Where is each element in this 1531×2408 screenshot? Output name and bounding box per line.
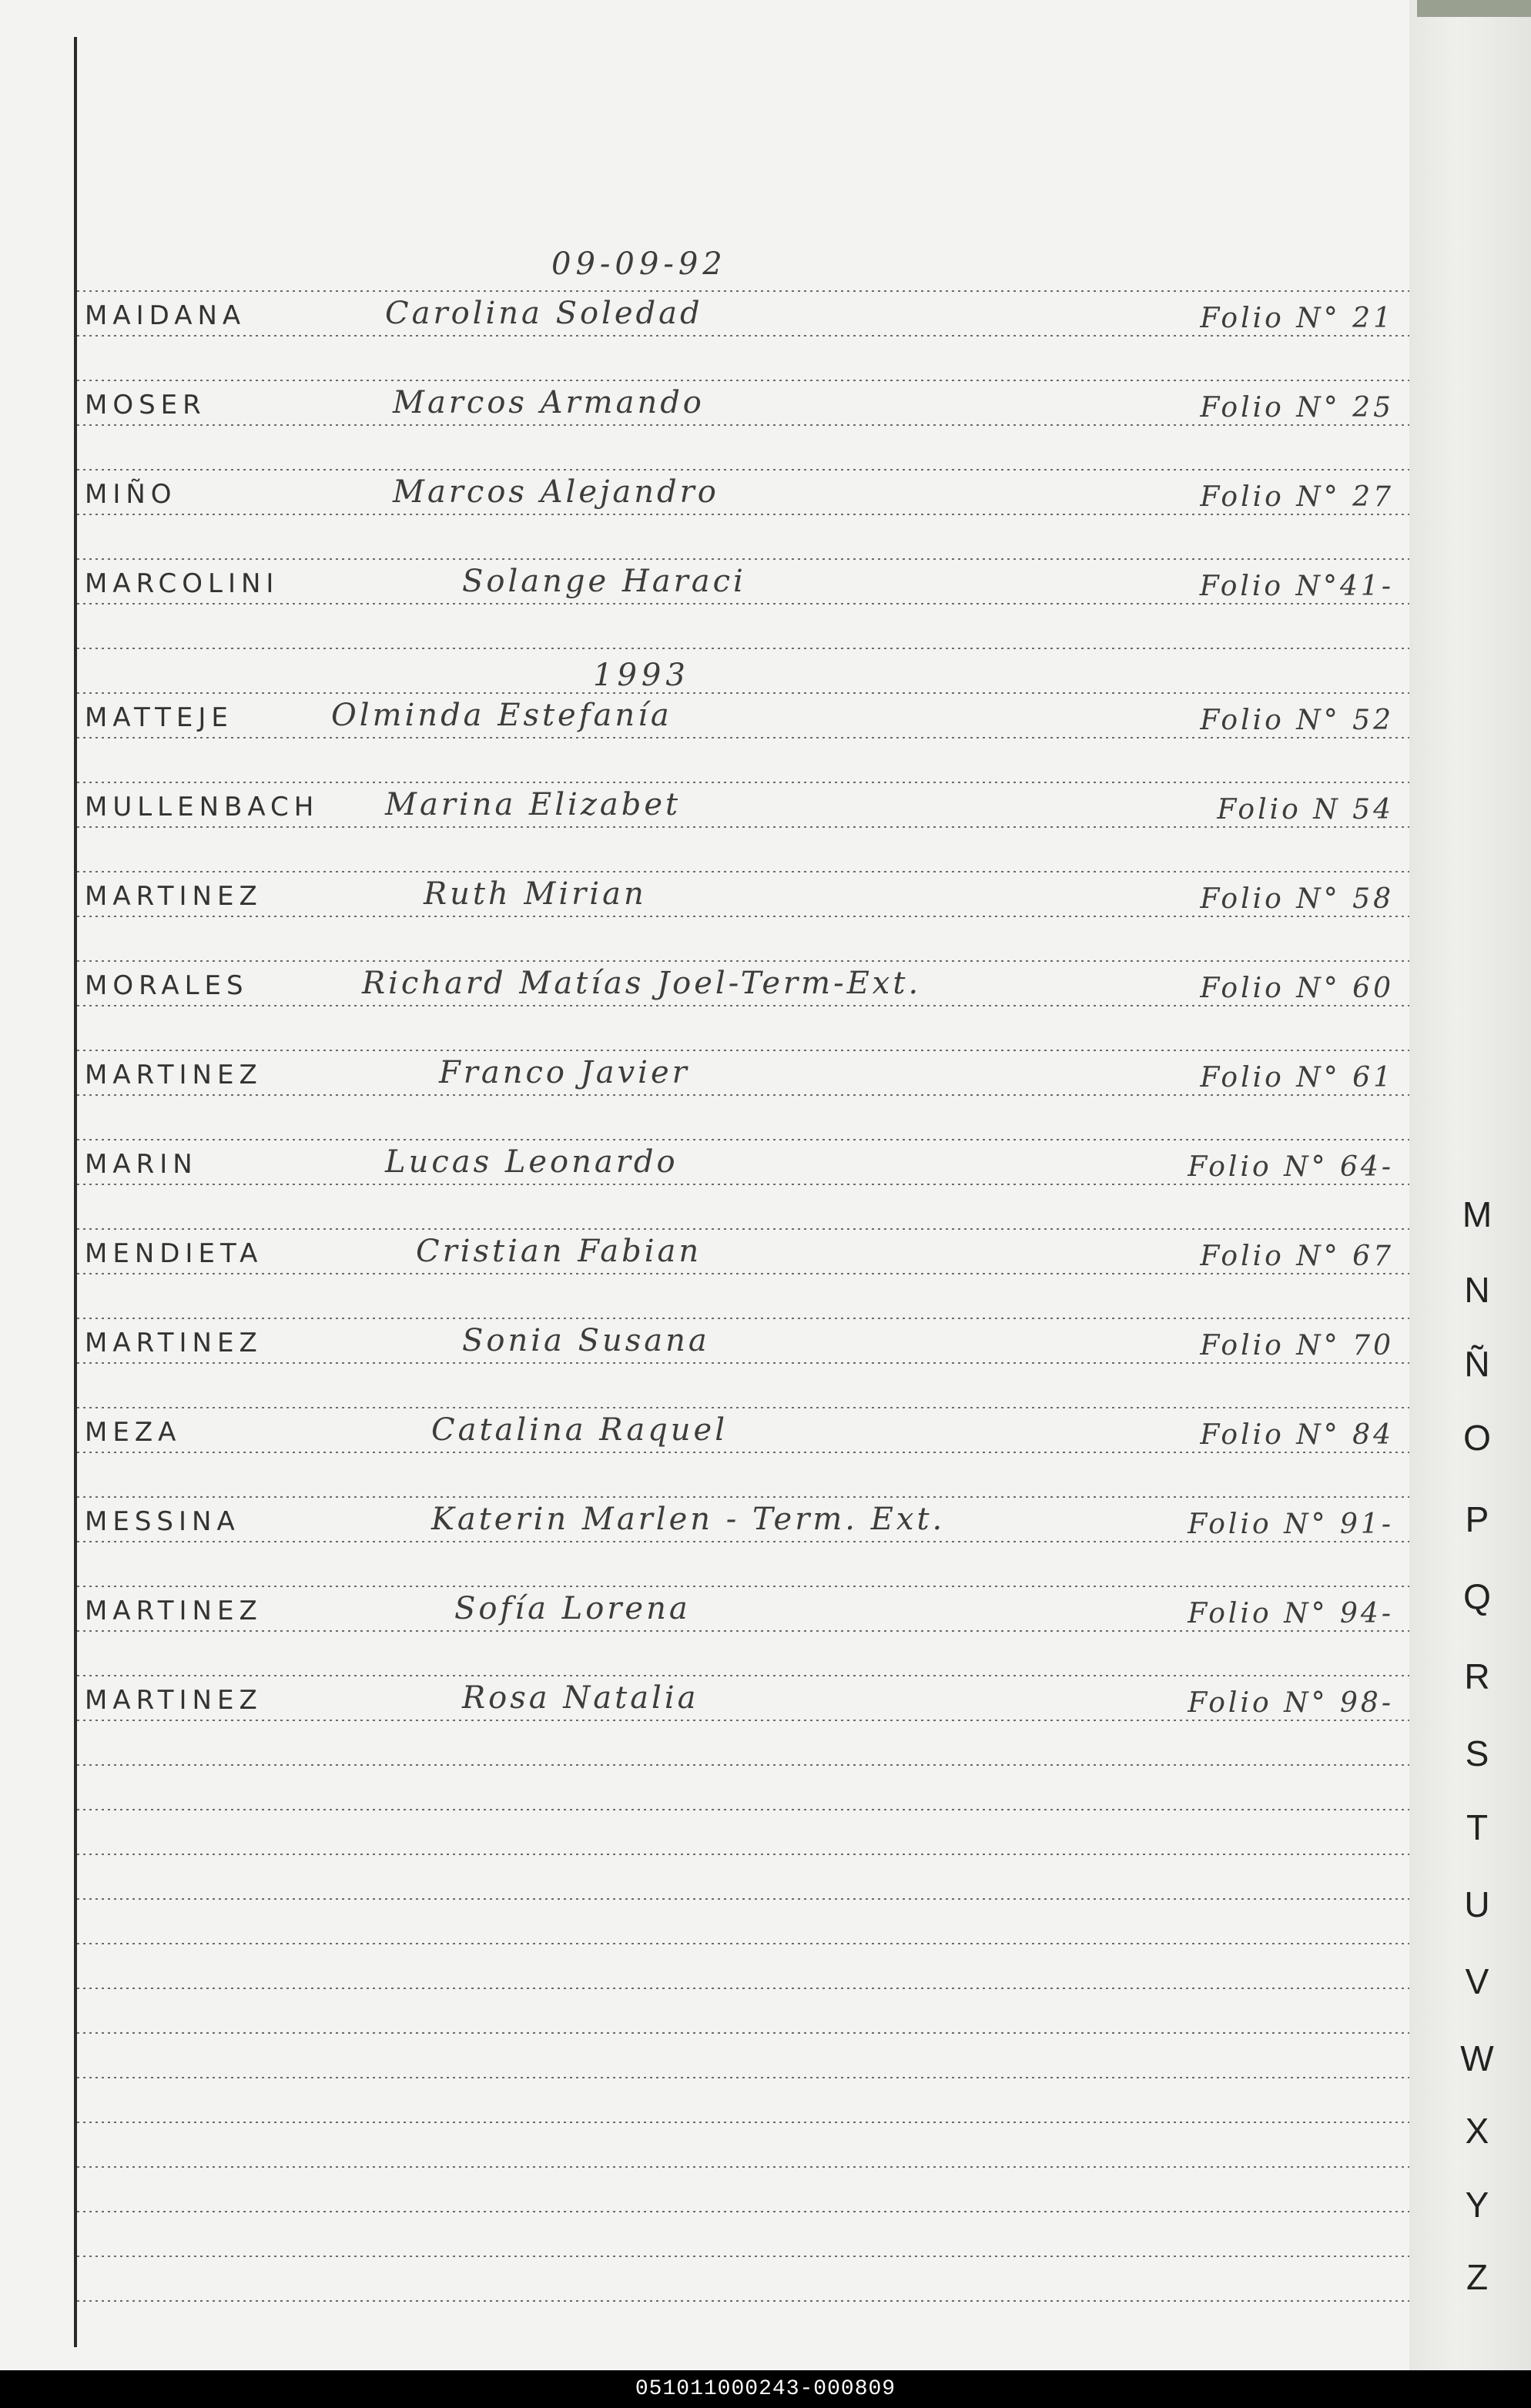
year-break: 1993	[593, 658, 690, 693]
index-tab-letter[interactable]: O	[1463, 1418, 1491, 1458]
entry-folio: Folio N° 21	[1200, 303, 1394, 334]
entry-given-names: Sofía Lorena	[454, 1591, 691, 1626]
ledger-entry	[85, 872, 1402, 915]
entry-given-names: Ruth Mirian	[424, 876, 647, 912]
entry-given-names: Katerin Marlen - Term. Ext.	[431, 1502, 946, 1537]
entry-folio: Folio N° 52	[1200, 705, 1394, 736]
entry-given-names: Rosa Natalia	[462, 1680, 699, 1716]
entry-surname: MATTEJE	[85, 702, 233, 733]
entry-given-names: Lucas Leonardo	[385, 1144, 678, 1180]
entry-surname: MARTINEZ	[85, 1060, 263, 1090]
entry-surname: MULLENBACH	[85, 792, 320, 822]
entry-surname: MENDIETA	[85, 1238, 263, 1269]
entry-given-names: Olminda Estefanía	[331, 698, 672, 733]
entry-surname: MESSINA	[85, 1506, 240, 1537]
index-tab-letter[interactable]: V	[1465, 1961, 1489, 2001]
ledger-entry	[85, 1497, 1402, 1540]
entry-given-names: Marina Elizabet	[385, 787, 682, 822]
entry-folio: Folio N° 94-	[1188, 1598, 1394, 1629]
ledger-entry	[85, 291, 1402, 334]
entry-surname: MARTINEZ	[85, 1596, 263, 1626]
ledger-entry	[85, 1229, 1402, 1272]
index-tab-letter[interactable]: R	[1464, 1656, 1490, 1696]
index-tab-letter[interactable]: U	[1464, 1884, 1490, 1924]
entry-given-names: Solange Haraci	[462, 564, 746, 599]
entry-folio: Folio N° 27	[1200, 481, 1394, 513]
header-date: 09-09-92	[551, 246, 727, 282]
entry-given-names: Marcos Armando	[393, 385, 705, 420]
index-tab-letter[interactable]: S	[1465, 1733, 1489, 1773]
entry-folio: Folio N° 58	[1200, 883, 1394, 915]
entry-folio: Folio N 54	[1217, 794, 1394, 826]
ledger-entry	[85, 961, 1402, 1004]
index-tab-letter[interactable]: X	[1465, 2111, 1489, 2151]
index-tab-letter[interactable]: T	[1466, 1807, 1489, 1847]
entry-folio: Folio N° 91-	[1188, 1509, 1394, 1540]
index-tab-letter[interactable]: M	[1462, 1194, 1492, 1234]
ledger-entry	[85, 559, 1402, 602]
index-tab-letter[interactable]: Ñ	[1464, 1344, 1490, 1384]
entry-surname: MEZA	[85, 1417, 182, 1448]
entry-surname: MARTINEZ	[85, 881, 263, 912]
ledger-entry	[85, 693, 1402, 736]
entry-surname: MARTINEZ	[85, 1328, 263, 1358]
entry-given-names: Franco Javier	[439, 1055, 690, 1090]
index-tab-letter[interactable]: Q	[1463, 1576, 1491, 1616]
entry-folio: Folio N° 67	[1200, 1241, 1394, 1272]
entry-given-names: Carolina Soledad	[385, 296, 703, 331]
entry-folio: Folio N° 60	[1200, 973, 1394, 1004]
entry-folio: Folio N° 84	[1200, 1419, 1394, 1451]
entry-folio: Folio N° 70	[1200, 1330, 1394, 1361]
entry-folio: Folio N° 61	[1200, 1062, 1394, 1093]
ledger-entry	[85, 380, 1402, 424]
index-tab-letter[interactable]: N	[1464, 1270, 1490, 1310]
ledger-entry	[85, 1050, 1402, 1093]
ledger-entry	[85, 1318, 1402, 1361]
entry-folio: Folio N° 25	[1200, 392, 1394, 424]
index-tab-letter[interactable]: Y	[1465, 2185, 1489, 2225]
entry-surname: MARCOLINI	[85, 568, 280, 599]
entry-folio: Folio N° 64-	[1188, 1151, 1394, 1183]
entry-given-names: Catalina Raquel	[431, 1412, 728, 1448]
entry-surname: MARIN	[85, 1149, 198, 1180]
index-tab-letter[interactable]: W	[1460, 2038, 1494, 2078]
entry-folio: Folio N° 98-	[1188, 1687, 1394, 1719]
index-tab-letter[interactable]: P	[1465, 1499, 1489, 1539]
entry-given-names: Richard Matías Joel-Term-Ext.	[362, 966, 922, 1001]
ledger-entry	[85, 1140, 1402, 1183]
ledger-entry	[85, 1676, 1402, 1719]
ledger-entry	[85, 782, 1402, 826]
index-tab-letter[interactable]: Z	[1466, 2257, 1489, 2297]
entry-surname: MARTINEZ	[85, 1685, 263, 1716]
ledger-entry	[85, 470, 1402, 513]
footer-code: 051011000243-000809	[0, 2370, 1531, 2408]
entry-given-names: Cristian Fabian	[416, 1234, 702, 1269]
entry-surname: MOSER	[85, 390, 206, 420]
cover-edge	[1417, 0, 1531, 17]
entry-surname: MIÑO	[85, 479, 177, 510]
entry-folio: Folio N°41-	[1199, 571, 1394, 602]
ledger-entry	[85, 1408, 1402, 1451]
alphabet-index-strip	[1409, 0, 1531, 2370]
entry-given-names: Sonia Susana	[462, 1323, 710, 1358]
entry-given-names: Marcos Alejandro	[393, 474, 719, 510]
ledger-entry	[85, 1586, 1402, 1629]
entry-surname: MORALES	[85, 970, 249, 1001]
entry-surname: MAIDANA	[85, 300, 246, 331]
